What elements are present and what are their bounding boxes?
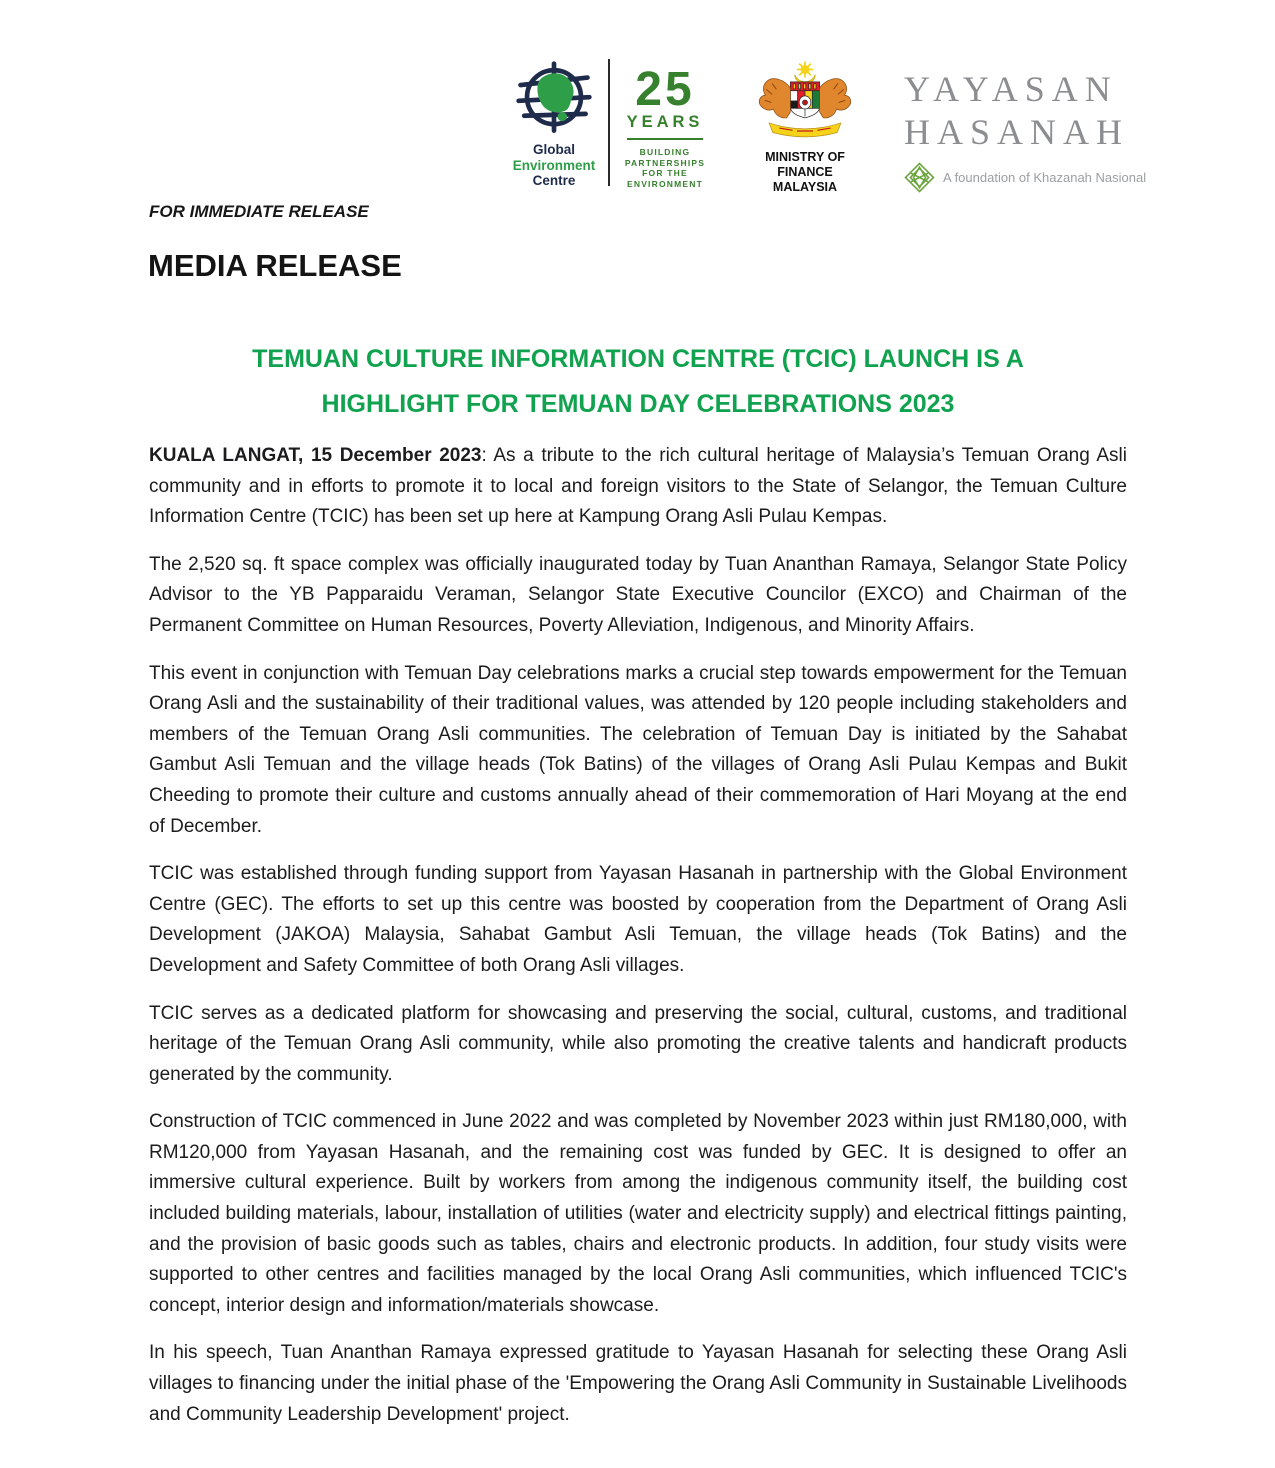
hasanah-knot-icon <box>904 161 935 194</box>
body-paragraph-5: TCIC serves as a dedicated platform for showcasing and preserving the social, cultural, customs, and traditional heritage of the Temuan Orang Asli community, while also promoting the creative talents and handicraft products generated by the community. <box>149 1002 1127 1085</box>
media-release-heading: MEDIA RELEASE <box>148 248 402 283</box>
gec-word-centre: Centre <box>532 173 576 188</box>
years-tagline-line: BUILDING <box>639 147 691 157</box>
hasanah-line1: YAYASAN <box>904 69 1118 109</box>
document-title-line2: HIGHLIGHT FOR TEMUAN DAY CELEBRATIONS 2023 <box>321 390 955 418</box>
document-title <box>149 337 1127 427</box>
yayasan-hasanah-logo <box>904 68 1147 194</box>
hasanah-footer <box>904 161 1147 194</box>
hasanah-wordmark <box>904 68 1136 154</box>
gec-word-environment: Environment <box>512 157 596 173</box>
paragraph-text: : As a tribute to the rich cultural heritage of Malaysia’s Temuan Orang Asli community and in efforts to promote it to local and foreign visitors to the State of Selangor, the Temuan Culture Information Centre (TCIC) has been set up here at Kampung Orang Asli Pulau Kempas. <box>149 445 1127 528</box>
years-tagline <box>621 147 709 189</box>
body-copy <box>149 441 1127 1447</box>
logo-divider <box>608 59 610 186</box>
hasanah-line2: HASANAH <box>904 112 1130 152</box>
years-tagline-line: ENVIRONMENT <box>626 178 703 189</box>
hasanah-tagline: A foundation of Khazanah Nasional <box>943 170 1147 185</box>
mof-logo <box>736 60 874 195</box>
body-paragraph-3: This event in conjunction with Temuan Day celebrations marks a crucial step towards empowerment for the Temuan Orang Asli and the sustainability of their traditional values, was attended by 120 people including stakeholders and members of the Temuan Orang Asli communities. The celebration of Temuan Day is initiated by the Sahabat Gambut Asli Temuan and the village heads (Tok Batins) of the villages of Orang Asli Pulau Kempas and Bukit Cheeding to promote their culture and customs annually ahead of their commemoration of Hari Moyang at the end of December. <box>149 662 1127 837</box>
dateline: KUALA LANGAT, 15 December 2023 <box>149 445 482 466</box>
mof-crest-icon <box>749 60 861 142</box>
body-paragraph-6: Construction of TCIC commenced in June 2022 and was completed by November 2023 within just RM180,000, with RM120,000 from Yayasan Hasanah, and the remaining cost was funded by GEC. It is designed to offer an immersive cultural experience. Built by workers from among the indigenous community itself, the building cost included building materials, labour, installation of utilities (water and electricity supply) and electrical fittings painting, and the provision of basic goods such as tables, chairs and electronic products. In addition, four study visits were supported to other centres and facilities managed by the local Orang Asli communities, which influenced TCIC's concept, interior design and information/materials showcase. <box>149 1111 1127 1316</box>
for-immediate-release-label: FOR IMMEDIATE RELEASE <box>149 202 369 221</box>
gec-logo-text <box>503 142 605 189</box>
body-paragraph-7: In his speech, Tuan Ananthan Ramaya expressed gratitude to Yayasan Hasanah for selecting these Orang Asli villages to financing under the initial phase of the 'Empowering the Orang Asli Community in Sustainable Livelihoods and Community Leadership Development' project. <box>149 1342 1127 1425</box>
body-paragraph-1 <box>149 441 1127 533</box>
gec-logo <box>503 57 605 189</box>
gec-25-years-logo <box>621 63 709 189</box>
years-tagline-line: FOR THE <box>642 168 688 178</box>
years-rule <box>627 138 703 140</box>
gec-globe-icon <box>514 59 594 139</box>
body-paragraph-4: TCIC was established through funding support from Yayasan Hasanah in partnership with the Global Environment Centre (GEC). The efforts to set up this centre was boosted by cooperation from the Department of Orang Asli Development (JAKOA) Malaysia, Sahabat Gambut Asli Temuan, the village heads (Tok Batins) and the Development and Safety Committee of both Orang Asli villages. <box>149 863 1127 976</box>
years-word: YEARS <box>626 113 704 131</box>
mof-logo-text <box>736 150 874 195</box>
years-number: 25 <box>635 63 695 116</box>
document-title-line1: TEMUAN CULTURE INFORMATION CENTRE (TCIC) LAUNCH IS A <box>252 345 1024 373</box>
mof-line2: MALAYSIA <box>772 180 838 194</box>
years-tagline-line: PARTNERSHIPS <box>624 157 706 168</box>
mof-line1: MINISTRY OF FINANCE <box>765 150 845 179</box>
body-paragraph-2: The 2,520 sq. ft space complex was officially inaugurated today by Tuan Ananthan Ramaya, Selangor State Policy Advisor to the YB Papparaidu Veraman, Selangor State Executive Councilor (EXCO) and Chairman of the Permanent Committee on Human Resources, Poverty Alleviation, Indigenous, and Minority Affairs. <box>149 553 1127 636</box>
gec-word-global: Global <box>532 142 575 157</box>
partner-logo-bar <box>503 57 1147 195</box>
